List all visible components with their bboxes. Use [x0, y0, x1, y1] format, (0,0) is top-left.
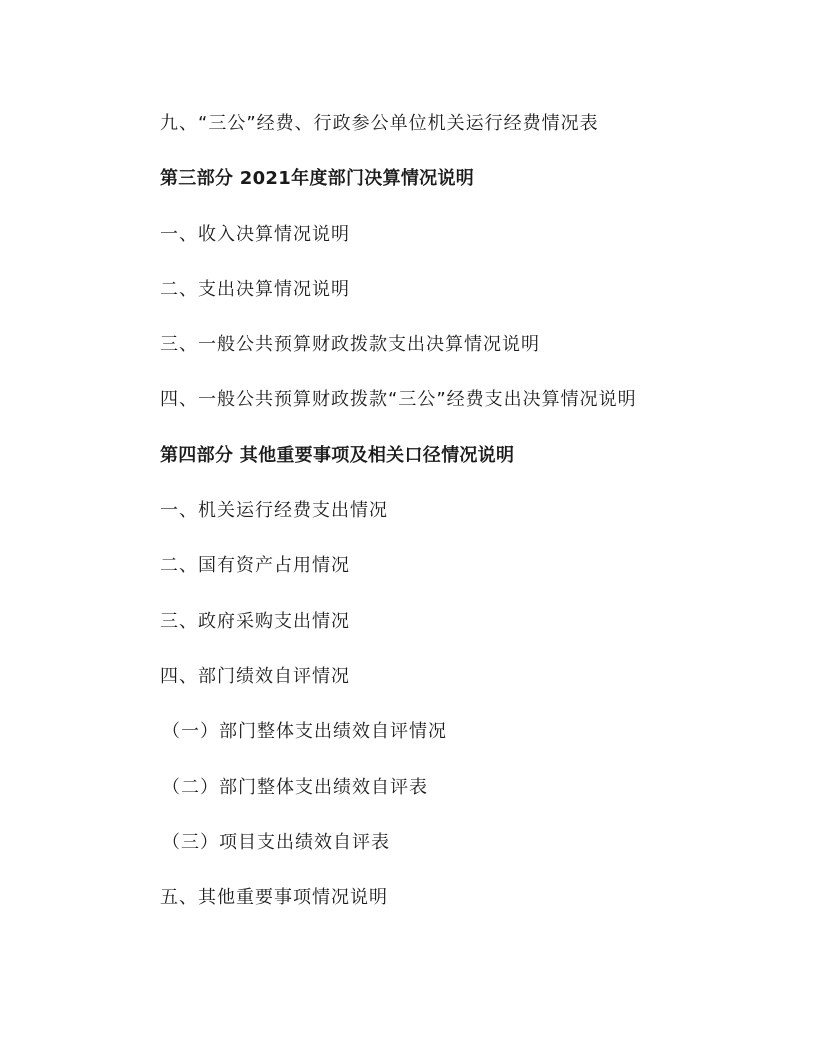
toc-item-general-budget: 三、一般公共预算财政拨款支出决算情况说明: [160, 334, 540, 356]
toc-item-state-assets: 二、国有资产占用情况: [160, 555, 350, 577]
toc-subitem-overall-table: （二）部门整体支出绩效自评表: [162, 776, 428, 798]
toc-item-performance: 四、部门绩效自评情况: [160, 665, 350, 687]
toc-item-three-public: 四、一般公共预算财政拨款“三公”经费支出决算情况说明: [160, 389, 637, 411]
section-heading-part-three: 第三部分 2021年度部门决算情况说明: [160, 168, 475, 190]
toc-item-nine: 九、“三公”经费、行政参公单位机关运行经费情况表: [160, 113, 599, 134]
toc-item-income: 一、收入决算情况说明: [160, 223, 350, 245]
section-heading-part-four: 第四部分 其他重要事项及相关口径情况说明: [160, 444, 515, 466]
toc-subitem-overall-performance: （一）部门整体支出绩效自评情况: [162, 721, 447, 743]
toc-item-procurement: 三、政府采购支出情况: [160, 610, 350, 632]
table-of-contents: [160, 106, 760, 935]
toc-item-operating-costs: 一、机关运行经费支出情况: [160, 500, 388, 522]
toc-subitem-project-table: （三）项目支出绩效自评表: [162, 831, 390, 853]
toc-item-expenditure: 二、支出决算情况说明: [160, 278, 350, 300]
toc-item-other-matters: 五、其他重要事项情况说明: [160, 887, 388, 909]
